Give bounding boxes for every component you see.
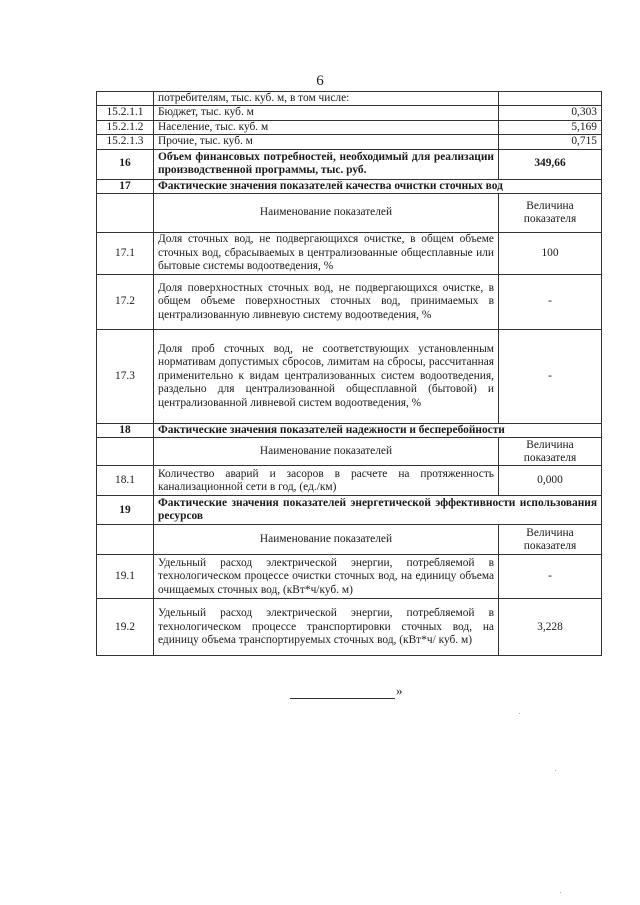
row-number: 15.2.1.1: [97, 106, 154, 120]
value-column-header: Величина показателя: [499, 438, 602, 466]
row-description: Объем финансовых потребностей, необходимый для реализации производственной программы, тыс. руб.: [154, 149, 499, 179]
row-description: Удельный расход электрической энергии, потребляемой в технологическом процессе транспортировки сточных вод, на единицу объема транспортируемых сточных вод, (кВт*ч/ куб. м): [154, 599, 499, 656]
scan-speck: [555, 770, 556, 771]
scan-speck: [519, 713, 520, 714]
table-row: [97, 149, 602, 179]
section-title: Фактические значения показателей качества очистки сточных вод: [154, 179, 602, 193]
value-column-header: Величина показателя: [499, 194, 602, 233]
section-row: [97, 424, 602, 438]
name-column-header: Наименование показателей: [154, 438, 499, 466]
table-row: [97, 275, 602, 330]
section-row: [97, 179, 602, 193]
empty-cell: [97, 438, 154, 466]
name-column-header: Наименование показателей: [154, 525, 499, 555]
row-value: 3,228: [499, 599, 602, 656]
closing-quote-mark: »: [396, 683, 403, 698]
section-number: 17: [97, 179, 154, 193]
section-number: 18: [97, 424, 154, 438]
header-row: [97, 525, 602, 555]
scan-speck: [560, 892, 561, 893]
row-number: 15.2.1.2: [97, 120, 154, 134]
row-description: Удельный расход электрической энергии, потребляемой в технологическом процессе очистки сточных вод, на единицу объема очищаемых сточных вод, (кВт*ч/куб. м): [154, 555, 499, 599]
row-value: -: [499, 275, 602, 330]
row-number: 17.3: [97, 330, 154, 424]
closing-quote-line: [290, 683, 403, 699]
row-description: Население, тыс. куб. м: [154, 120, 499, 134]
row-description: Доля сточных вод, не подвергающихся очистке, в общем объеме сточных вод, сбрасываемых в централизованные общесплавные или бытовые системы водоотведения, %: [154, 233, 499, 275]
section-title: Фактические значения показателей энергетической эффективности использования ресурсов: [154, 496, 602, 525]
row-value: 0,000: [499, 466, 602, 496]
row-description: Прочие, тыс. куб. м: [154, 135, 499, 149]
empty-cell: [97, 194, 154, 233]
row-value: 0,715: [499, 135, 602, 149]
section-row: [97, 496, 602, 525]
row-value: 100: [499, 233, 602, 275]
table-row: [97, 555, 602, 599]
row-description: потребителям, тыс. куб. м, в том числе:: [154, 92, 499, 106]
table-row: [97, 92, 602, 106]
table-row: [97, 120, 602, 134]
header-row: [97, 438, 602, 466]
row-description: Бюджет, тыс. куб. м: [154, 106, 499, 120]
row-value: [499, 92, 602, 106]
table-row: [97, 135, 602, 149]
row-description: Доля проб сточных вод, не соответствующих установленным нормативам допустимых сбросов, лимитам на сбросы, рассчитанная применительно к видам централизованных систем водоотведения, раздельно для централизованной общесплавной (бытовой) и централизованной ливневой систем водоотведения, %: [154, 330, 499, 424]
empty-cell: [97, 525, 154, 555]
page-number: 6: [316, 73, 324, 89]
section-number: 19: [97, 496, 154, 525]
row-number: 18.1: [97, 466, 154, 496]
header-row: [97, 194, 602, 233]
row-number: 17.2: [97, 275, 154, 330]
table-row: [97, 106, 602, 120]
row-number: 15.2.1.3: [97, 135, 154, 149]
row-number: 17.1: [97, 233, 154, 275]
section-number: 16: [97, 149, 154, 179]
table-row: [97, 599, 602, 656]
value-column-header: Величина показателя: [499, 525, 602, 555]
row-value: 0,303: [499, 106, 602, 120]
name-column-header: Наименование показателей: [154, 194, 499, 233]
row-value: -: [499, 555, 602, 599]
table-row: [97, 233, 602, 275]
row-description: Доля поверхностных сточных вод, не подвергающихся очистке, в общем объеме поверхностных сточных вод, принимаемых в централизованную ливневую систему водоотведения, %: [154, 275, 499, 330]
indicators-table: [96, 91, 602, 656]
row-number: 19.1: [97, 555, 154, 599]
table-row: [97, 330, 602, 424]
row-value: 349,66: [499, 149, 602, 179]
row-value: 5,169: [499, 120, 602, 134]
signature-underline: [290, 698, 395, 699]
row-value: -: [499, 330, 602, 424]
row-number: 19.2: [97, 599, 154, 656]
row-number: [97, 92, 154, 106]
row-description: Количество аварий и засоров в расчете на протяженность канализационной сети в год, (ед./км): [154, 466, 499, 496]
table-row: [97, 466, 602, 496]
section-title: Фактические значения показателей надежности и бесперебойности: [154, 424, 602, 438]
